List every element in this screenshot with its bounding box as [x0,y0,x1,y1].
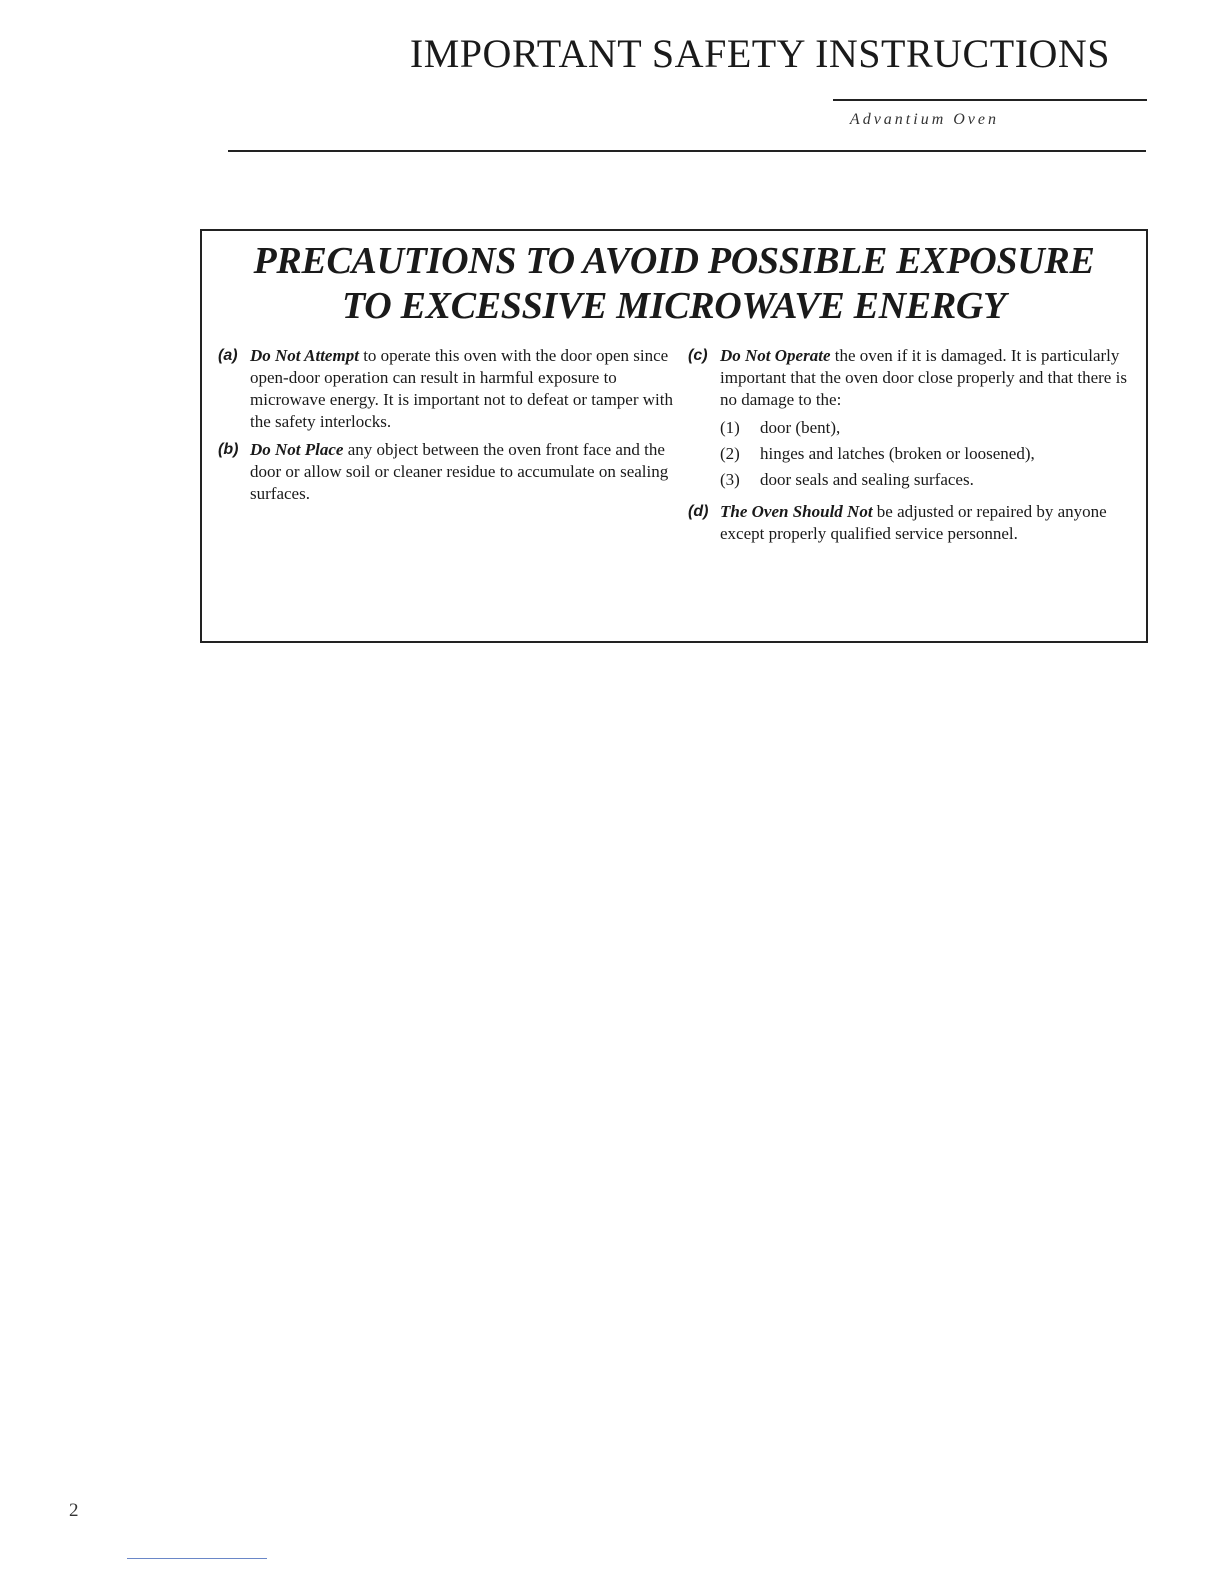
precaution-item-a [218,345,678,433]
item-text: any object between the oven front face and the door or allow soil or cleaner residue to accumulate on sealing surfaces. [250,440,669,503]
precaution-item-c [688,345,1138,411]
sub-item-number: (2) [720,444,740,463]
item-lead: Do Not Attempt [250,346,359,365]
sub-item-3 [688,469,1138,491]
left-column [218,345,678,511]
product-subtitle: Advantium Oven [849,111,999,128]
item-lead: Do Not Place [250,440,344,459]
item-letter: (a) [218,347,238,364]
sub-item-2 [688,443,1138,465]
precautions-box [200,229,1148,643]
damage-sublist [688,417,1138,491]
sub-item-number: (3) [720,470,740,489]
header-rule [228,150,1146,152]
sub-item-text: hinges and latches (broken or loosened), [760,444,1035,463]
precautions-heading [202,239,1146,329]
item-text: be adjusted or repaired by anyone except properly qualified service personnel. [720,502,1107,543]
right-column [688,345,1138,551]
sub-item-text: door (bent), [760,418,841,437]
item-letter: (c) [688,347,708,364]
page-title: IMPORTANT SAFETY INSTRUCTIONS [409,31,1110,76]
sub-item-text: door seals and sealing surfaces. [760,470,974,489]
item-text: to operate this oven with the door open since open-door operation can result in harmful exposure to microwave energy. It is important not to defeat or tamper with the safety interlocks. [250,346,673,431]
footer-rule [127,1558,267,1559]
heading-line-1: PRECAUTIONS TO AVOID POSSIBLE EXPOSURE [253,240,1095,282]
item-lead: The Oven Should Not [720,502,873,521]
item-text: the oven if it is damaged. It is particularly important that the oven door close properly and that there is no damage to the: [720,346,1127,409]
sub-item-1 [688,417,1138,439]
item-letter: (d) [688,503,709,520]
page-number: 2 [69,1500,79,1521]
item-letter: (b) [218,441,239,458]
precaution-item-d [688,501,1138,545]
heading-line-2: TO EXCESSIVE MICROWAVE ENERGY [342,285,1006,327]
sub-item-number: (1) [720,418,740,437]
precaution-item-b [218,439,678,505]
subtitle-rule [833,99,1147,101]
item-lead: Do Not Operate [720,346,831,365]
